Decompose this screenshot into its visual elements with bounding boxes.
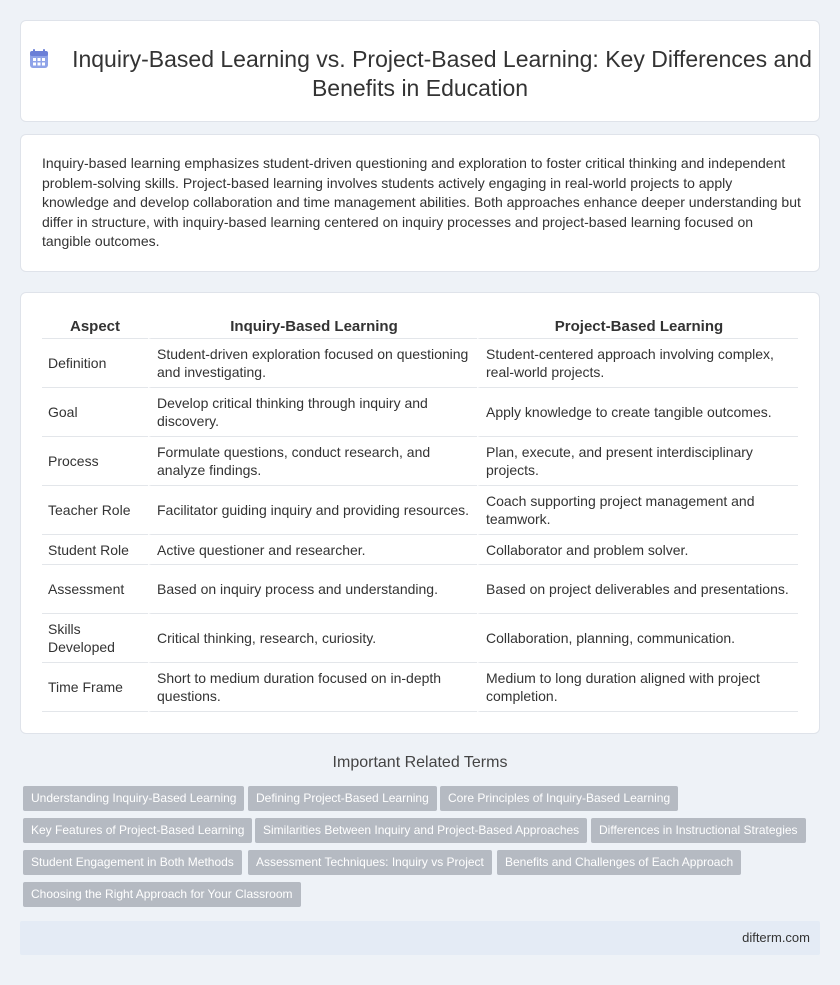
table-row [42,663,798,712]
aspect-cell: Assessment [42,565,148,614]
table-row [42,535,798,565]
inquiry-cell: Critical thinking, research, curiosity. [148,614,477,663]
table-row [42,486,798,535]
project-cell: Medium to long duration aligned with project completion. [477,663,798,712]
related-term-tag[interactable]: Choosing the Right Approach for Your Classroom [23,882,301,907]
related-term-tag[interactable]: Key Features of Project-Based Learning [23,818,252,843]
project-cell: Collaboration, planning, communication. [477,614,798,663]
table-row [42,437,798,486]
inquiry-cell: Based on inquiry process and understanding. [148,565,477,614]
project-cell: Based on project deliverables and presentations. [477,565,798,614]
intro-text: Inquiry-based learning emphasizes student-driven questioning and exploration to foster critical thinking and independent problem-solving skills. Project-based learning involves students actively engaging in real-world projects to apply knowledge and develop collaboration and time management abilities. Both approaches enhance deeper understanding but differ in structure, with inquiry-based learning centered on inquiry processes and project-based learning focused on tangible outcomes. [42,155,801,250]
header-inquiry: Inquiry-Based Learning [148,313,477,339]
project-cell: Coach supporting project management and teamwork. [477,486,798,535]
page-title: Inquiry-Based Learning vs. Project-Based Learning: Key Differences and Benefits in Education [72,46,812,101]
related-term-tag[interactable]: Assessment Techniques: Inquiry vs Project [248,850,492,875]
table-row [42,388,798,437]
footer-site-link[interactable]: difterm.com [742,930,810,945]
related-term-tag[interactable]: Core Principles of Inquiry-Based Learning [440,786,678,811]
aspect-cell: Process [42,437,148,486]
aspect-cell: Student Role [42,535,148,565]
project-cell: Student-centered approach involving complex, real-world projects. [477,339,798,388]
aspect-cell: Teacher Role [42,486,148,535]
inquiry-cell: Student-driven exploration focused on questioning and investigating. [148,339,477,388]
related-term-tag[interactable]: Differences in Instructional Strategies [591,818,806,843]
aspect-cell: Definition [42,339,148,388]
header-aspect: Aspect [42,313,148,339]
inquiry-cell: Active questioner and researcher. [148,535,477,565]
comparison-table [42,313,798,712]
project-cell: Apply knowledge to create tangible outcomes. [477,388,798,437]
page-title-wrap [21,45,819,103]
related-term-tag[interactable]: Student Engagement in Both Methods [23,850,242,875]
header-card [20,20,820,122]
table-header-row [42,313,798,339]
aspect-cell: Goal [42,388,148,437]
table-row [42,565,798,614]
project-cell: Plan, execute, and present interdisciplinary projects. [477,437,798,486]
related-term-tag[interactable]: Understanding Inquiry-Based Learning [23,786,244,811]
comparison-card [20,292,820,734]
table-row [42,339,798,388]
aspect-cell: Skills Developed [42,614,148,663]
calendar-icon [28,48,50,70]
intro-card [20,134,820,272]
table-row [42,614,798,663]
inquiry-cell: Develop critical thinking through inquiry and discovery. [148,388,477,437]
project-cell: Collaborator and problem solver. [477,535,798,565]
related-term-tag[interactable]: Similarities Between Inquiry and Project-Based Approaches [255,818,587,843]
related-terms-title: Important Related Terms [332,754,508,771]
related-term-tag[interactable]: Benefits and Challenges of Each Approach [497,850,741,875]
header-project: Project-Based Learning [477,313,798,339]
inquiry-cell: Facilitator guiding inquiry and providing resources. [148,486,477,535]
inquiry-cell: Short to medium duration focused on in-depth questions. [148,663,477,712]
related-term-tag[interactable]: Defining Project-Based Learning [248,786,437,811]
inquiry-cell: Formulate questions, conduct research, and analyze findings. [148,437,477,486]
footer [20,921,820,955]
aspect-cell: Time Frame [42,663,148,712]
